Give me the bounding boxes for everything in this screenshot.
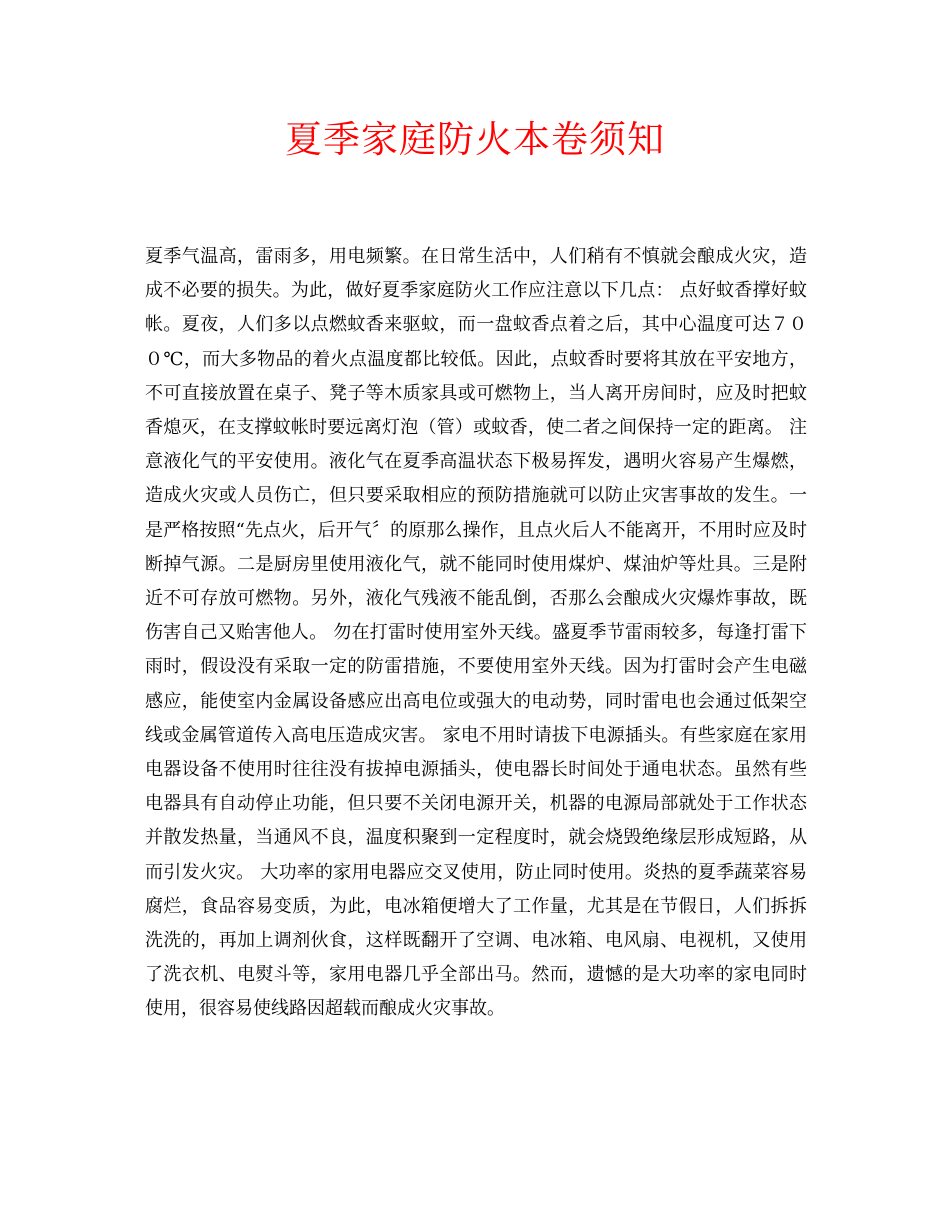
page-title: 夏季家庭防火本卷须知	[285, 118, 665, 161]
body-paragraph: 夏季气温高，雷雨多，用电频繁。在日常生活中，人们稍有不慎就会酿成火灾，造成不必要的损失。为此，做好夏季家庭防火工作应注意以下几点： 点好蚊香撑好蚊帐。夏夜，人们多以点燃蚊香来驱蚊，而一盘蚊香点着之后，其中心温度可达７００℃，而大多物品的着火点温度都比较低。因此，点蚊香时要将其放在平安地方，不可直接放置在桌子、凳子等木质家具或可燃物上，当人离开房间时，应及时把蚊香熄灭，在支撑蚊帐时要远离灯泡（管）或蚊香，使二者之间保持一定的距离。 注意液化气的平安使用。液化气在夏季高温状态下极易挥发，遇明火容易产生爆燃，造成火灾或人员伤亡，但只要采取相应的预防措施就可以防止灾害事故的发生。一是严格按照“先点火，后开气〞的原那么操作，且点火后人不能离开，不用时应及时断掉气源。二是厨房里使用液化气，就不能同时使用煤炉、煤油炉等灶具。三是附近不可存放可燃物。另外，液化气残液不能乱倒，否那么会酿成火灾爆炸事故，既伤害自己又贻害他人。 勿在打雷时使用室外天线。盛夏季节雷雨较多，每逢打雷下雨时，假设没有采取一定的防雷措施，不要使用室外天线。因为打雷时会产生电磁感应，能使室内金属设备感应出高电位或强大的电动势，同时雷电也会通过低架空线或金属管道传入高电压造成灾害。 家电不用时请拔下电源插头。有些家庭在家用电器设备不使用时往往没有拔掉电源插头，使电器长时间处于通电状态。虽然有些电器具有自动停止功能，但只要不关闭电源开关，机器的电源局部就处于工作状态并散发热量，当通风不良，温度积聚到一定程度时，就会烧毁绝缘层形成短路，从而引发火灾。 大功率的家用电器应交叉使用，防止同时使用。炎热的夏季蔬菜容易腐烂，食品容易变质，为此，电冰箱便增大了工作量，尤其是在节假日，人们拆拆洗洗的，再加上调剂伙食，这样既翻开了空调、电冰箱、电风扇、电视机，又使用了洗衣机、电熨斗等，家用电器几乎全部出马。然而，遗憾的是大功率的家电同时使用，很容易使线路因超载而酿成火灾事故。	[145, 246, 807, 1020]
